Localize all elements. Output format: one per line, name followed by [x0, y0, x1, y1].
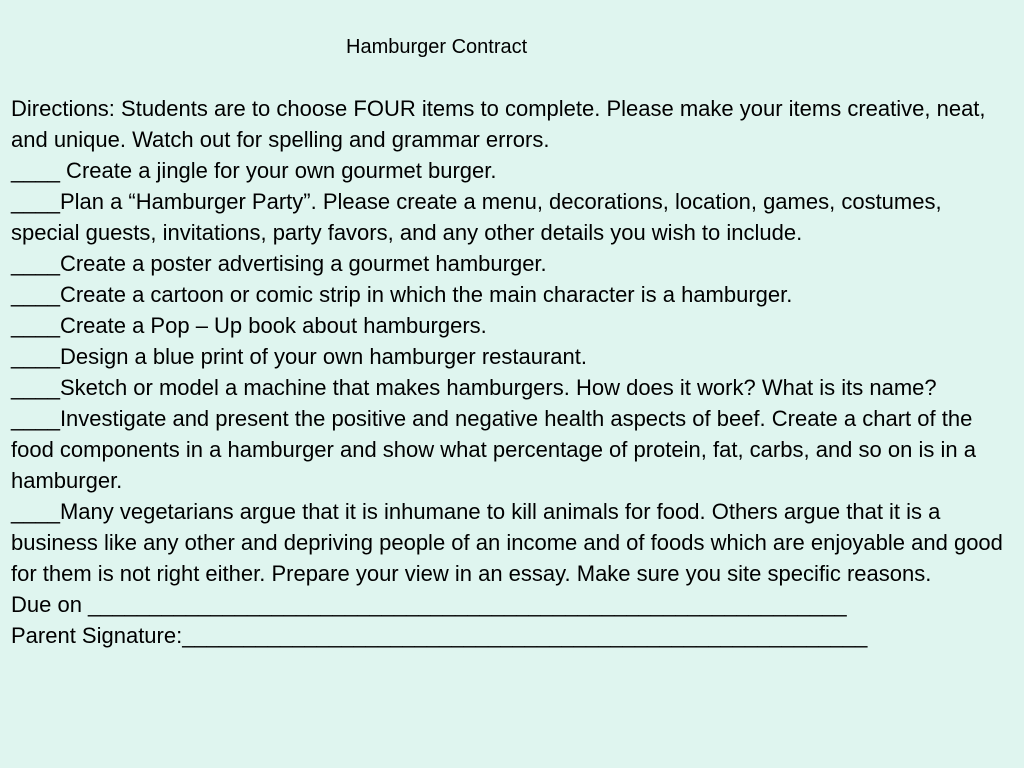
contract-item: ____Many vegetarians argue that it is inhumane to kill animals for food. Others argue that it is a business like any other and depriving people of an income and of foods which are enjoyable and good for them is not right either. Prepare your view in an essay. Make sure you site specific reasons.	[11, 499, 1003, 586]
due-date-line: Due on ______________________________________________________________	[11, 592, 847, 617]
contract-item: ____Create a Pop – Up book about hamburgers.	[11, 313, 487, 338]
contract-body	[11, 93, 1016, 651]
contract-item: ____Plan a “Hamburger Party”. Please create a menu, decorations, location, games, costumes, special guests, invitations, party favors, and any other details you wish to include.	[11, 189, 942, 245]
page-title: Hamburger Contract	[346, 36, 528, 58]
contract-item: ____Design a blue print of your own hamburger restaurant.	[11, 344, 588, 369]
contract-item: ____Investigate and present the positive and negative health aspects of beef. Create a chart of the food components in a hamburger and show what percentage of protein, fat, carbs, and so on is in a hamburger.	[11, 406, 976, 493]
contract-item: ____Create a cartoon or comic strip in which the main character is a hamburger.	[11, 282, 793, 307]
directions-text: Directions: Students are to choose FOUR items to complete. Please make your items creative, neat, and unique. Watch out for spelling and grammar errors.	[11, 96, 986, 152]
contract-item: ____ Create a jingle for your own gourmet burger.	[11, 158, 497, 183]
contract-item: ____Sketch or model a machine that makes hamburgers. How does it work? What is its name?	[11, 375, 937, 400]
contract-item: ____Create a poster advertising a gourmet hamburger.	[11, 251, 547, 276]
parent-signature-line: Parent Signature:________________________________________________________	[11, 623, 868, 648]
